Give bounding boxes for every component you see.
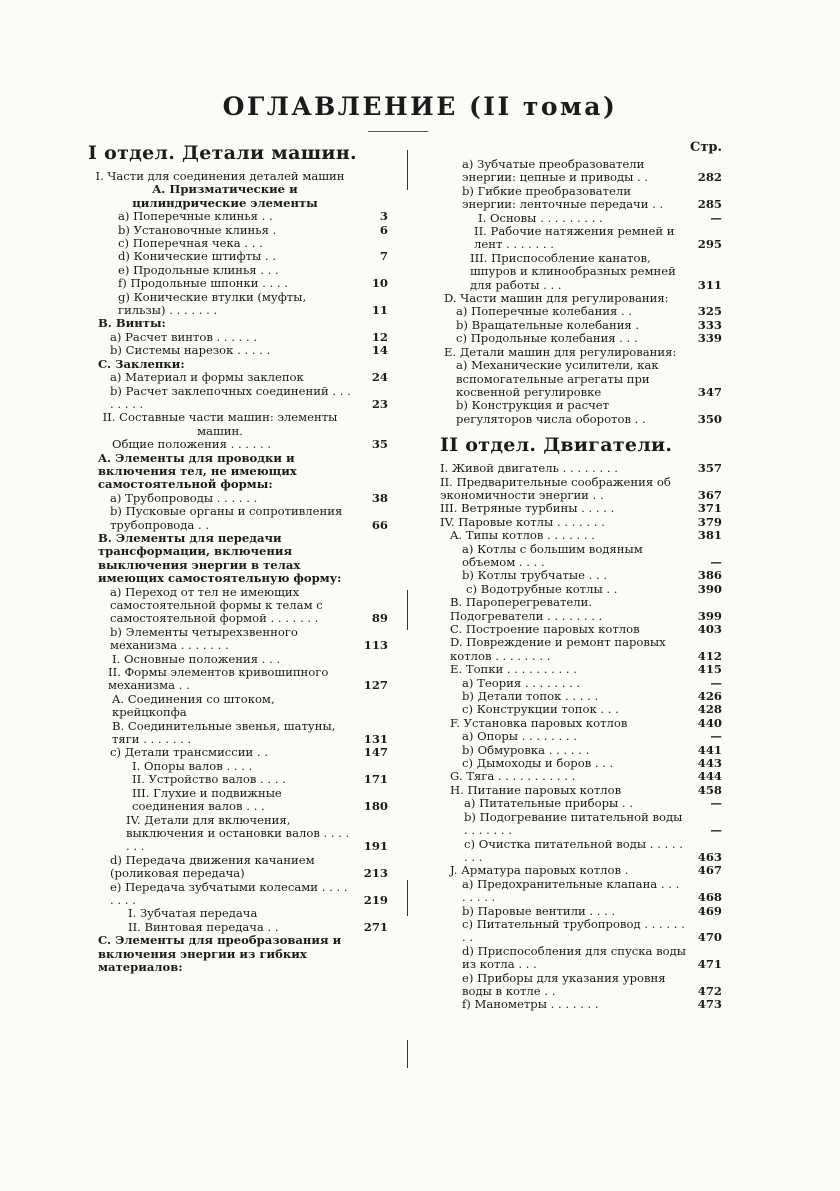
- toc-entry: [88, 277, 388, 290]
- toc-entry-page: 463: [697, 849, 722, 864]
- toc-entry-title: A. Типы котлов . . . . . . .: [450, 528, 595, 543]
- toc-entry-title: a) Питательные приборы . .: [464, 796, 633, 811]
- toc-entry: [88, 317, 388, 330]
- toc-entry-page: 379: [697, 514, 722, 529]
- toc-entry-title: e) Передача зубчатыми колесами . . . . . . . .: [110, 879, 348, 907]
- toc-entry-title: b) Паровые вентили . . . .: [462, 903, 616, 918]
- toc-entry-page: 426: [697, 689, 722, 704]
- toc-entry-title: III. Глухие и подвижные соединения валов . . .: [132, 785, 282, 814]
- toc-entry: [88, 411, 388, 438]
- toc-entry-title: C. Заклепки:: [98, 356, 185, 371]
- toc-entry: [88, 854, 388, 881]
- toc-entry-title: c) Поперечная чека . . .: [118, 236, 263, 251]
- toc-entry-page: 458: [697, 782, 722, 797]
- toc-entry-page: 191: [363, 839, 388, 854]
- left-column: [88, 140, 388, 974]
- toc-entry: [440, 305, 722, 318]
- right-column: [440, 140, 722, 1012]
- toc-entry: [440, 918, 722, 945]
- toc-entry: [440, 399, 722, 426]
- toc-entry-title: C. Построение паровых котлов: [450, 622, 640, 636]
- toc-entry-page: 7: [379, 249, 388, 264]
- toc-entry-title: B. Соединительные звенья, шатуны, тяги . . . . . . .: [112, 718, 336, 747]
- toc-entry-title: Общие положения . . . . . .: [112, 437, 272, 452]
- toc-entry: [440, 292, 722, 305]
- toc-entry: [440, 730, 722, 743]
- toc-entry-title: a) Трубопроводы . . . . . .: [110, 490, 258, 505]
- toc-entry: [88, 787, 388, 814]
- toc-entry: [440, 998, 722, 1011]
- column-divider-mid: [407, 590, 408, 630]
- toc-entry-page: 471: [697, 957, 722, 972]
- toc-entry: [440, 543, 722, 570]
- toc-entry-title: I. Основы . . . . . . . . .: [478, 210, 603, 225]
- toc-entry: [440, 596, 722, 623]
- toc-entry: [440, 346, 722, 359]
- toc-entry-title: c) Продольные колебания . . .: [456, 331, 638, 346]
- toc-entry: [440, 838, 722, 865]
- toc-entry: [440, 359, 722, 399]
- toc-entry: [440, 811, 722, 838]
- toc-entry-page: 14: [371, 343, 388, 358]
- toc-entry-title: A. Соединения со штоком, крейцкопфа: [112, 691, 275, 720]
- right-bottom-entry-list: [440, 462, 722, 1012]
- toc-entry-title: b) Подогревание питательной воды . . . . . . .: [464, 809, 683, 838]
- toc-entry: [88, 934, 388, 974]
- toc-entry-page: 66: [371, 517, 388, 532]
- toc-entry: [440, 784, 722, 797]
- toc-entry-title: a) Опоры . . . . . . . .: [462, 729, 577, 744]
- toc-entry-page: 333: [697, 317, 722, 332]
- toc-entry-page: 428: [697, 702, 722, 717]
- toc-entry-title: c) Детали трансмиссии . .: [110, 745, 268, 760]
- toc-entry: [88, 291, 388, 318]
- toc-entry-title: II. Предварительные соображения об экономичности энергии . .: [440, 474, 671, 502]
- toc-entry-title: c) Конструкции топок . . .: [462, 702, 619, 717]
- toc-entry: [440, 864, 722, 877]
- toc-entry-page: 350: [697, 411, 722, 426]
- toc-entry-page: 89: [371, 611, 388, 626]
- toc-entry-page: 147: [363, 745, 388, 760]
- toc-entry: [88, 385, 388, 412]
- toc-entry-page: —: [710, 823, 722, 838]
- toc-entry-page: 357: [697, 461, 722, 476]
- toc-entry: [440, 476, 722, 503]
- toc-entry-page: 469: [697, 903, 722, 918]
- section-heading-part-2: II отдел. Двигатели.: [440, 434, 673, 457]
- toc-entry: [88, 921, 388, 934]
- toc-entry: [440, 703, 722, 716]
- toc-entry-page: 23: [371, 396, 388, 411]
- toc-entry: [88, 250, 388, 263]
- page-title: ОГЛАВЛЕНИЕ (II тома): [222, 92, 618, 121]
- toc-entry: [88, 210, 388, 223]
- toc-entry-page: 444: [697, 769, 722, 784]
- toc-entry-title: a) Зубчатые преобразователи энергии: цепные и приводы . .: [462, 157, 649, 185]
- toc-entry: [88, 666, 388, 693]
- toc-entry-title: e) Продольные клинья . . .: [118, 262, 279, 277]
- toc-entry-title: E. Детали машин для регулирования:: [444, 344, 677, 359]
- toc-entry: [440, 797, 722, 810]
- toc-entry-title: IV. Паровые котлы . . . . . . .: [440, 514, 605, 529]
- toc-entry-page: 347: [697, 384, 722, 399]
- toc-entry-title: II. Винтовая передача . .: [128, 919, 279, 934]
- toc-entry-page: 3: [379, 209, 388, 224]
- toc-entry: [88, 492, 388, 505]
- toc-entry: [440, 744, 722, 757]
- toc-entry-title: b) Вращательные колебания .: [456, 317, 640, 332]
- toc-entry: [440, 945, 722, 972]
- toc-entry: [440, 972, 722, 999]
- toc-entry-title: III. Приспособление канатов, шпуров и клинообразных ремней для работы . . .: [470, 250, 676, 292]
- toc-entry-page: 180: [363, 799, 388, 814]
- toc-entry-title: II. Формы элементов кривошипного механизма . .: [108, 665, 329, 693]
- toc-entry: [88, 452, 388, 492]
- toc-entry-page: 311: [697, 277, 722, 292]
- toc-entry: [440, 252, 722, 292]
- toc-entry: [88, 237, 388, 250]
- toc-entry-title: b) Элементы четырехзвенного механизма . . . . . . .: [110, 624, 298, 653]
- toc-entry-title: a) Переход от тел не имеющих самостоятельной формы к телам с самостоятельной формой . . . . . . .: [110, 584, 323, 626]
- toc-entry-page: 381: [697, 528, 722, 543]
- toc-entry: [440, 225, 722, 252]
- toc-entry-page: —: [710, 796, 722, 811]
- toc-entry-title: I. Основные положения . . .: [112, 651, 281, 666]
- toc-entry-page: 367: [697, 487, 722, 502]
- toc-entry: [88, 814, 388, 854]
- toc-entry-title: c) Дымоходы и боров . . .: [462, 756, 614, 771]
- toc-entry-page: 282: [697, 170, 722, 185]
- toc-entry: [440, 583, 722, 596]
- toc-entry: [440, 332, 722, 345]
- toc-entry-page: 325: [697, 304, 722, 319]
- toc-entry-title: I. Живой двигатель . . . . . . . .: [440, 461, 618, 476]
- right-top-entry-list: [440, 158, 722, 426]
- toc-entry-page: 35: [371, 437, 388, 452]
- toc-entry-page: 38: [371, 490, 388, 505]
- toc-entry-title: G. Тяга . . . . . . . . . . .: [450, 769, 576, 784]
- toc-entry: [88, 371, 388, 384]
- toc-entry: [88, 653, 388, 666]
- toc-entry-page: 295: [697, 237, 722, 252]
- toc-entry-title: g) Конические втулки (муфты, гильзы) . . . . . . .: [118, 289, 307, 318]
- toc-entry-title: c) Очистка питательной воды . . . . . . . .: [464, 836, 683, 864]
- toc-entry-title: b) Пусковые органы и сопротивления трубопровода . .: [110, 504, 343, 532]
- toc-entry-page: 10: [371, 276, 388, 291]
- toc-entry: [88, 626, 388, 653]
- toc-entry-title: d) Приспособления для спуска воды из котла . . .: [462, 943, 686, 972]
- toc-entry: [88, 438, 388, 451]
- toc-entry: [88, 224, 388, 237]
- toc-entry-page: 441: [697, 742, 722, 757]
- toc-entry-title: I. Зубчатая передача: [128, 906, 258, 921]
- toc-entry-page: 386: [697, 568, 722, 583]
- toc-entry-page: 472: [697, 983, 722, 998]
- toc-entry-title: A. Элементы для проводки и включения тел, не имеющих самостоятельной формы:: [98, 450, 297, 492]
- toc-entry-title: d) Передача движения качанием (роликовая передача): [110, 852, 315, 881]
- toc-entry: [440, 636, 722, 663]
- toc-entry-title: b) Системы нарезок . . . . .: [110, 343, 271, 358]
- toc-entry: [88, 693, 388, 720]
- toc-entry-page: 415: [697, 662, 722, 677]
- toc-entry: [440, 462, 722, 475]
- toc-entry-title: IV. Детали для включения, выключения и остановки валов . . . . . . .: [126, 812, 350, 854]
- toc-entry: [440, 690, 722, 703]
- toc-entry: [88, 881, 388, 908]
- toc-entry-title: f) Манометры . . . . . . .: [462, 997, 599, 1012]
- toc-entry-page: 440: [697, 715, 722, 730]
- toc-entry-page: 213: [363, 866, 388, 881]
- toc-entry-title: b) Конструкция и расчет регуляторов числа оборотов . .: [456, 398, 646, 426]
- toc-entry: [88, 907, 388, 920]
- toc-entry: [88, 170, 388, 183]
- toc-entry: [88, 183, 388, 210]
- toc-entry: [88, 746, 388, 759]
- toc-entry-page: 11: [371, 303, 388, 318]
- toc-entry-title: D. Повреждение и ремонт паровых котлов . . . . . . . .: [450, 635, 666, 663]
- toc-entry: [440, 878, 722, 905]
- toc-entry-title: a) Поперечные клинья . .: [118, 209, 273, 224]
- toc-entry-title: b) Котлы трубчатые . . .: [462, 568, 608, 583]
- toc-entry-page: —: [710, 554, 722, 569]
- toc-entry-title: a) Котлы с большим водяным объемом . . . .: [462, 541, 643, 569]
- toc-entry-page: 339: [697, 331, 722, 346]
- toc-entry: [440, 516, 722, 529]
- toc-entry: [88, 505, 388, 532]
- page-column-label: Стр.: [689, 140, 722, 155]
- toc-entry-title: c) Водотрубные котлы . .: [466, 581, 618, 596]
- toc-entry-page: 219: [363, 892, 388, 907]
- toc-entry-title: C. Элементы для преобразования и включения энергии из гибких материалов:: [98, 933, 342, 974]
- toc-entry-page: 473: [697, 997, 722, 1012]
- toc-entry-title: I. Опоры валов . . . .: [132, 758, 253, 773]
- toc-entry: [440, 905, 722, 918]
- title-rule: [368, 131, 428, 132]
- toc-entry: [88, 773, 388, 786]
- toc-entry-title: D. Части машин для регулирования:: [444, 291, 669, 306]
- toc-entry: [440, 212, 722, 225]
- toc-entry-page: —: [710, 210, 722, 225]
- toc-entry-page: 412: [697, 648, 722, 663]
- toc-entry-title: II. Рабочие натяжения ремней и лент . . . . . . .: [474, 224, 675, 252]
- toc-entry-title: a) Поперечные колебания . .: [456, 304, 633, 319]
- toc-entry-title: I. Части для соединения деталей машин: [95, 169, 345, 183]
- toc-entry-title: a) Предохранительные клапана . . . . . . . .: [462, 876, 680, 905]
- toc-entry: [440, 529, 722, 542]
- toc-entry-title: II. Составные части машин: элементы машин.: [102, 410, 338, 438]
- toc-entry-title: J. Арматура паровых котлов .: [450, 863, 629, 878]
- toc-entry-page: 443: [697, 756, 722, 771]
- toc-entry-page: 171: [363, 772, 388, 787]
- column-divider-top: [407, 150, 408, 190]
- toc-entry-title: F. Установка паровых котлов: [450, 715, 628, 730]
- toc-entry-page: 113: [363, 638, 388, 653]
- toc-entry: [440, 663, 722, 676]
- section-heading-part-1: I отдел. Детали машин.: [88, 142, 357, 164]
- toc-entry: [88, 264, 388, 277]
- toc-entry: [88, 720, 388, 747]
- toc-entry: [440, 319, 722, 332]
- column-divider-low: [407, 880, 408, 916]
- toc-entry-title: f) Продольные шпонки . . . .: [118, 276, 288, 291]
- toc-entry-title: c) Питательный трубопровод . . . . . . . .: [462, 916, 685, 945]
- left-entry-list: [88, 170, 388, 974]
- toc-entry-page: 127: [363, 678, 388, 693]
- toc-entry-title: a) Теория . . . . . . . .: [462, 675, 581, 690]
- toc-entry-title: b) Обмуровка . . . . . .: [462, 742, 590, 757]
- toc-entry-page: 403: [697, 622, 722, 636]
- column-divider-bottom: [407, 1040, 408, 1068]
- toc-entry-title: III. Ветряные турбины . . . . .: [440, 501, 615, 516]
- toc-entry-title: a) Механические усилители, как вспомогательные агрегаты при косвенной регулировке: [456, 358, 659, 399]
- toc-entry-title: A. Призматические и цилиндрические элементы: [132, 182, 318, 210]
- toc-entry-page: 467: [697, 863, 722, 878]
- toc-entry: [440, 677, 722, 690]
- toc-entry-page: —: [710, 729, 722, 744]
- toc-entry-page: 24: [371, 370, 388, 385]
- toc-entry-title: E. Топки . . . . . . . . . .: [450, 662, 577, 677]
- toc-entry-page: 399: [697, 608, 722, 623]
- toc-entry: [440, 623, 722, 636]
- toc-entry-title: b) Расчет заклепочных соединений . . . . . . . .: [110, 383, 351, 411]
- toc-entry-title: B. Пароперегреватели. Подогреватели . . . . . . . .: [450, 595, 603, 623]
- toc-entry-page: 470: [697, 930, 722, 945]
- toc-entry-page: 12: [371, 329, 388, 344]
- toc-entry: [88, 532, 388, 586]
- toc-entry-page: 390: [697, 581, 722, 596]
- toc-entry: [440, 158, 722, 185]
- toc-entry-page: —: [710, 675, 722, 690]
- toc-entry-title: d) Конические штифты . .: [118, 249, 276, 264]
- toc-entry: [440, 717, 722, 730]
- toc-entry-title: b) Детали топок . . . . .: [462, 689, 599, 704]
- toc-entry-page: 131: [363, 732, 388, 747]
- toc-entry: [88, 586, 388, 626]
- toc-entry: [440, 569, 722, 582]
- toc-entry-title: b) Гибкие преобразователи энергии: ленточные передачи . .: [462, 183, 664, 212]
- toc-entry-title: II. Устройство валов . . . .: [132, 772, 286, 787]
- toc-entry-page: 371: [697, 501, 722, 516]
- toc-entry: [440, 770, 722, 783]
- toc-entry: [88, 760, 388, 773]
- toc-entry: [440, 185, 722, 212]
- toc-entry-page: 285: [697, 197, 722, 212]
- toc-entry-title: a) Расчет винтов . . . . . .: [110, 329, 258, 344]
- toc-entry-title: b) Установочные клинья .: [118, 222, 277, 237]
- toc-entry-title: B. Винты:: [98, 316, 166, 331]
- toc-entry: [88, 344, 388, 357]
- toc-entry-page: 6: [379, 222, 388, 237]
- toc-entry: [440, 757, 722, 770]
- toc-entry: [440, 502, 722, 515]
- toc-entry-title: B. Элементы для передачи трансформации, включения выключения энергии в телах имеющих самостоятельную форму:: [98, 530, 342, 586]
- toc-entry-page: 271: [363, 919, 388, 934]
- toc-entry-page: 468: [697, 890, 722, 905]
- toc-entry: [88, 331, 388, 344]
- toc-entry-title: H. Питание паровых котлов: [450, 782, 622, 797]
- toc-entry-title: e) Приборы для указания уровня воды в котле . .: [462, 970, 666, 998]
- toc-entry: [88, 358, 388, 371]
- toc-entry-title: a) Материал и формы заклепок: [110, 370, 304, 385]
